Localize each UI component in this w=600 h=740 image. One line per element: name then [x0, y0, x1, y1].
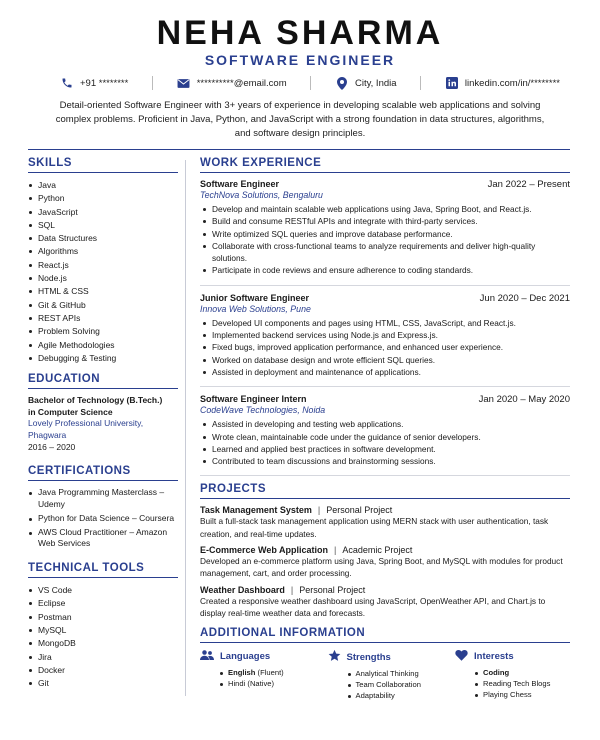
job-bullet: Contributed to team discussions and brainstorming sessions. — [200, 455, 570, 467]
project-separator: | — [317, 505, 321, 516]
skill-item: Data Structures — [28, 232, 178, 245]
tool-item: MongoDB — [28, 637, 178, 650]
job-bullet: Collaborate with cross-functional teams to analyze requirements and deliver high-quality solutions. — [200, 240, 570, 265]
additional-columns — [200, 649, 570, 701]
interests-list — [455, 667, 570, 700]
job-bullets — [200, 203, 570, 277]
school-line: Phagwara — [28, 429, 67, 440]
entry-divider — [200, 285, 570, 286]
project-separator: | — [334, 545, 337, 556]
strengths-heading — [328, 649, 443, 665]
skill-item: Algorithms — [28, 245, 178, 258]
section-rule — [200, 498, 570, 499]
profile-summary: Detail-oriented Software Engineer with 3+ years of experience in developing scalable web applications and solving complex problems. Proficient in Java, Python, and JavaScript with a strong foundation in data structures, algorithms, and software design principles. — [55, 100, 545, 139]
certification-item: AWS Cloud Practitioner – Amazon Web Services — [28, 527, 178, 551]
project-header — [200, 505, 570, 515]
job-header — [200, 179, 570, 190]
job-bullet: Assisted in developing and testing web applications. — [200, 418, 570, 430]
degree-line: in Computer Science — [28, 406, 113, 417]
section-title: PROJECTS — [200, 483, 266, 496]
project-description: Developed an e-commerce platform using Java, Spring Boot, and MySQL with modules for product management, cart, and order processing. — [200, 556, 563, 579]
project-entry — [200, 545, 570, 580]
header-divider — [28, 149, 570, 150]
job-title: Junior Software Engineer — [200, 292, 310, 303]
section-rule — [200, 172, 570, 173]
interest-item: Playing Chess — [475, 689, 570, 700]
contact-linkedin-text: linkedin.com/in/******** — [464, 77, 560, 89]
skill-item: HTML & CSS — [28, 285, 178, 298]
section-rule — [200, 642, 570, 643]
job-header — [200, 293, 570, 304]
section-title: EDUCATION — [28, 373, 101, 386]
job-dates: Jan 2020 – May 2020 — [478, 394, 570, 406]
degree-line: Bachelor of Technology (B.Tech.) — [28, 395, 163, 406]
language-name: English — [228, 668, 256, 678]
language-item — [220, 667, 315, 678]
contact-email[interactable] — [177, 76, 287, 90]
project-header — [200, 545, 570, 555]
tools-list — [28, 584, 178, 690]
skills-section — [28, 157, 178, 365]
interests-column — [455, 649, 570, 701]
contact-bar — [60, 74, 560, 92]
column-divider — [185, 160, 186, 696]
skill-item: Python — [28, 192, 178, 205]
project-description: Created a responsive weather dashboard using JavaScript, OpenWeather API, and Chart.js to display real-time weather data and forecasts. — [200, 595, 546, 618]
job-bullet: Fixed bugs, improved application performance, and enhanced user experience. — [200, 341, 570, 353]
envelope-icon — [177, 76, 191, 90]
skill-item: Node.js — [28, 272, 178, 285]
education-years: 2016 – 2020 — [28, 442, 76, 453]
languages-list — [200, 667, 315, 689]
linkedin-icon — [445, 76, 459, 90]
strengths-column — [328, 649, 443, 701]
contact-linkedin[interactable] — [445, 76, 560, 90]
language-level: (Fluent) — [255, 668, 284, 678]
project-type: Personal Project — [326, 505, 393, 516]
interest-item: Coding — [475, 667, 570, 678]
section-title: WORK EXPERIENCE — [200, 157, 322, 169]
section-rule — [28, 388, 178, 389]
contact-location-text: City, India — [355, 77, 397, 89]
section-rule — [28, 577, 178, 578]
contact-divider — [152, 76, 153, 90]
section-title: ADDITIONAL INFORMATION — [200, 627, 366, 640]
project-name: Weather Dashboard — [200, 584, 285, 595]
skills-list — [28, 179, 178, 365]
contact-location — [335, 76, 397, 90]
tool-item: Jira — [28, 651, 178, 664]
skill-item: Debugging & Testing — [28, 352, 178, 365]
job-bullet: Worked on database design and wrote efficient SQL queries. — [200, 354, 570, 366]
left-column — [28, 157, 178, 691]
strength-item: Adaptability — [348, 690, 443, 701]
section-title: SKILLS — [28, 157, 72, 169]
tools-section — [28, 562, 178, 690]
job-bullet: Develop and maintain scalable web applications using Java, Spring Boot, and React.js. — [200, 203, 570, 215]
project-description: Built a full-stack task management application using MERN stack with user authentication, task creation, and real-time updates. — [200, 516, 549, 539]
job-bullet: Developed UI components and pages using HTML, CSS, JavaScript, and React.js. — [200, 317, 570, 329]
interests-heading — [455, 649, 570, 664]
project-header — [200, 585, 570, 595]
school-line: Lovely Professional University, — [28, 418, 144, 429]
jobs-list — [200, 179, 570, 476]
entry-divider — [200, 386, 570, 387]
tool-item: MySQL — [28, 624, 178, 637]
additional-section — [200, 627, 570, 701]
tool-item: Git — [28, 677, 178, 690]
skill-item: Java — [28, 179, 178, 192]
tool-item: Docker — [28, 664, 178, 677]
section-rule — [28, 172, 178, 173]
strengths-title: Strengths — [346, 651, 391, 663]
candidate-name: NEHA SHARMA — [156, 14, 444, 52]
heart-icon — [455, 649, 468, 664]
people-icon — [200, 649, 214, 664]
experience-section — [200, 157, 570, 476]
job-bullet: Write optimized SQL queries and improve database performance. — [200, 228, 570, 240]
interests-title: Interests — [474, 651, 514, 663]
section-rule — [28, 480, 178, 481]
contact-phone-text: +91 ******** — [80, 77, 129, 89]
project-type: Academic Project — [342, 545, 413, 556]
education-section — [28, 373, 178, 453]
contact-email-text: **********@email.com — [196, 77, 287, 89]
job-dates: Jun 2020 – Dec 2021 — [479, 292, 570, 304]
candidate-role: SOFTWARE ENGINEER — [204, 52, 396, 68]
tool-item: VS Code — [28, 584, 178, 597]
job-company: CodeWave Technologies, Noida — [200, 405, 326, 416]
project-separator: | — [290, 584, 294, 595]
skill-item: React.js — [28, 259, 178, 272]
job-bullet: Wrote clean, maintainable code under the guidance of senior developers. — [200, 431, 570, 443]
interest-item: Reading Tech Blogs — [475, 678, 570, 689]
section-title: CERTIFICATIONS — [28, 465, 131, 478]
section-title: TECHNICAL TOOLS — [28, 562, 145, 575]
skill-item: REST APIs — [28, 312, 178, 325]
entry-divider — [200, 475, 570, 476]
project-entry — [200, 505, 570, 540]
phone-icon — [60, 76, 74, 90]
certification-item: Java Programming Masterclass – Udemy — [28, 487, 178, 511]
project-name: E-Commerce Web Application — [200, 545, 329, 556]
job-title: Software Engineer — [200, 179, 280, 189]
job-bullet: Participate in code reviews and ensure adherence to coding standards. — [200, 264, 570, 276]
project-name: Task Management System — [200, 505, 312, 516]
certifications-list — [28, 487, 178, 550]
job-entry — [200, 179, 570, 277]
projects-section — [200, 483, 570, 619]
skill-item: Git & GitHub — [28, 299, 178, 312]
job-dates: Jan 2022 – Present — [487, 179, 570, 190]
job-bullet: Learned and applied best practices in software development. — [200, 443, 570, 455]
star-icon — [328, 649, 341, 665]
right-column — [200, 157, 570, 701]
certification-item: Python for Data Science – Coursera — [28, 513, 178, 525]
tool-item: Postman — [28, 611, 178, 624]
contact-divider — [420, 76, 421, 90]
skill-item: SQL — [28, 219, 178, 232]
strength-item: Analytical Thinking — [348, 668, 443, 679]
contact-phone — [60, 76, 128, 90]
job-bullet: Implemented backend services using Node.js and Express.js. — [200, 329, 570, 341]
languages-title: Languages — [220, 651, 271, 663]
contact-divider — [310, 76, 311, 90]
project-entry — [200, 585, 570, 620]
projects-list — [200, 505, 570, 619]
location-pin-icon — [335, 76, 349, 90]
job-bullets — [200, 317, 570, 378]
skill-item: Agile Methodologies — [28, 339, 178, 352]
tool-item: Eclipse — [28, 597, 178, 610]
languages-column — [200, 649, 315, 701]
project-type: Personal Project — [299, 584, 366, 595]
job-bullets — [200, 418, 570, 467]
strength-item: Team Collaboration — [348, 679, 443, 690]
job-header — [200, 394, 570, 405]
job-entry — [200, 394, 570, 467]
job-bullet: Assisted in deployment and maintenance of applications. — [200, 366, 570, 378]
job-bullet: Build and consume RESTful APIs and integrate with third-party services. — [200, 215, 570, 227]
language-level: Hindi (Native) — [228, 679, 274, 689]
certifications-section — [28, 465, 178, 550]
languages-heading — [200, 649, 315, 664]
skill-item: Problem Solving — [28, 325, 178, 338]
skill-item: JavaScript — [28, 206, 178, 219]
job-title: Software Engineer Intern — [200, 394, 307, 405]
job-company: Innova Web Solutions, Pune — [200, 303, 311, 314]
job-entry — [200, 293, 570, 378]
language-item — [220, 678, 315, 689]
strengths-list — [328, 668, 443, 701]
job-company: TechNova Solutions, Bengaluru — [200, 190, 323, 200]
